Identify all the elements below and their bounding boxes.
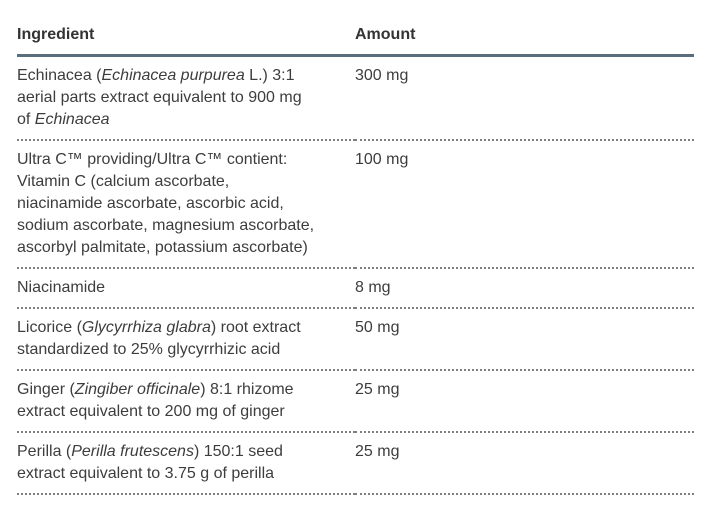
botanical-name: Glycyrrhiza glabra xyxy=(81,319,211,336)
ingredient-text: niacinamide ascorbate, ascorbic acid, xyxy=(17,195,284,212)
table-row xyxy=(17,140,694,268)
ingredient-text-line xyxy=(17,379,355,401)
ingredient-text-line xyxy=(17,87,355,109)
ingredient-text-line xyxy=(17,401,355,423)
ingredient-text: ascorbyl palmitate, potassium ascorbate) xyxy=(17,239,308,256)
ingredient-text-line xyxy=(17,317,355,339)
ingredient-text-line xyxy=(17,193,355,215)
ingredient-text: Perilla ( xyxy=(17,443,72,460)
ingredient-text: ) 8:1 rhizome xyxy=(200,381,294,398)
ingredient-text: ) 150:1 seed xyxy=(193,443,283,460)
botanical-name: Perilla frutescens xyxy=(71,443,194,460)
ingredient-text-line xyxy=(17,237,355,259)
amount-cell: 8 mg xyxy=(355,268,694,308)
botanical-name: Echinacea purpurea xyxy=(101,67,245,84)
table-header xyxy=(17,22,694,56)
ingredient-text: Ginger ( xyxy=(17,381,75,398)
ingredient-cell xyxy=(17,268,355,308)
botanical-name: Echinacea xyxy=(34,111,110,128)
amount-cell: 50 mg xyxy=(355,308,694,370)
botanical-name: Zingiber officinale xyxy=(74,381,201,398)
table-body xyxy=(17,56,694,495)
ingredient-cell xyxy=(17,56,355,141)
amount-cell: 25 mg xyxy=(355,432,694,494)
amount-cell: 25 mg xyxy=(355,370,694,432)
ingredient-text: extract equivalent to 3.75 g of perilla xyxy=(17,465,275,482)
ingredient-text: L.) 3:1 xyxy=(244,67,295,84)
ingredient-text-line xyxy=(17,339,355,361)
ingredients-table xyxy=(17,22,694,495)
ingredient-text-line xyxy=(17,277,355,299)
ingredient-cell xyxy=(17,140,355,268)
ingredient-text: of xyxy=(17,111,35,128)
ingredient-text: Ultra C™ providing/Ultra C™ contient: xyxy=(17,151,288,168)
ingredient-text: standardized to 25% glycyrrhizic acid xyxy=(17,341,281,358)
amount-column-header: Amount xyxy=(355,22,694,56)
table-row xyxy=(17,432,694,494)
ingredient-cell xyxy=(17,370,355,432)
ingredient-text: Echinacea ( xyxy=(17,67,102,84)
ingredient-text: Licorice ( xyxy=(17,319,82,336)
ingredient-text: ) root extract xyxy=(210,319,301,336)
ingredient-text-line xyxy=(17,171,355,193)
ingredient-cell xyxy=(17,308,355,370)
amount-cell: 100 mg xyxy=(355,140,694,268)
ingredient-text: Niacinamide xyxy=(17,279,106,296)
header-row xyxy=(17,22,694,56)
table-row xyxy=(17,268,694,308)
ingredient-text-line xyxy=(17,149,355,171)
ingredient-text-line xyxy=(17,109,355,131)
table-row xyxy=(17,370,694,432)
ingredient-text: sodium ascorbate, magnesium ascorbate, xyxy=(17,217,315,234)
ingredient-column-header: Ingredient xyxy=(17,22,355,56)
ingredient-text-line xyxy=(17,215,355,237)
ingredient-text-line xyxy=(17,65,355,87)
ingredient-text-line xyxy=(17,463,355,485)
amount-cell: 300 mg xyxy=(355,56,694,141)
ingredient-text: Vitamin C (calcium ascorbate, xyxy=(17,173,230,190)
ingredient-cell xyxy=(17,432,355,494)
table-row xyxy=(17,308,694,370)
table-row xyxy=(17,56,694,141)
ingredient-text: aerial parts extract equivalent to 900 mg xyxy=(17,89,302,106)
ingredient-text-line xyxy=(17,441,355,463)
ingredient-text: extract equivalent to 200 mg of ginger xyxy=(17,403,285,420)
